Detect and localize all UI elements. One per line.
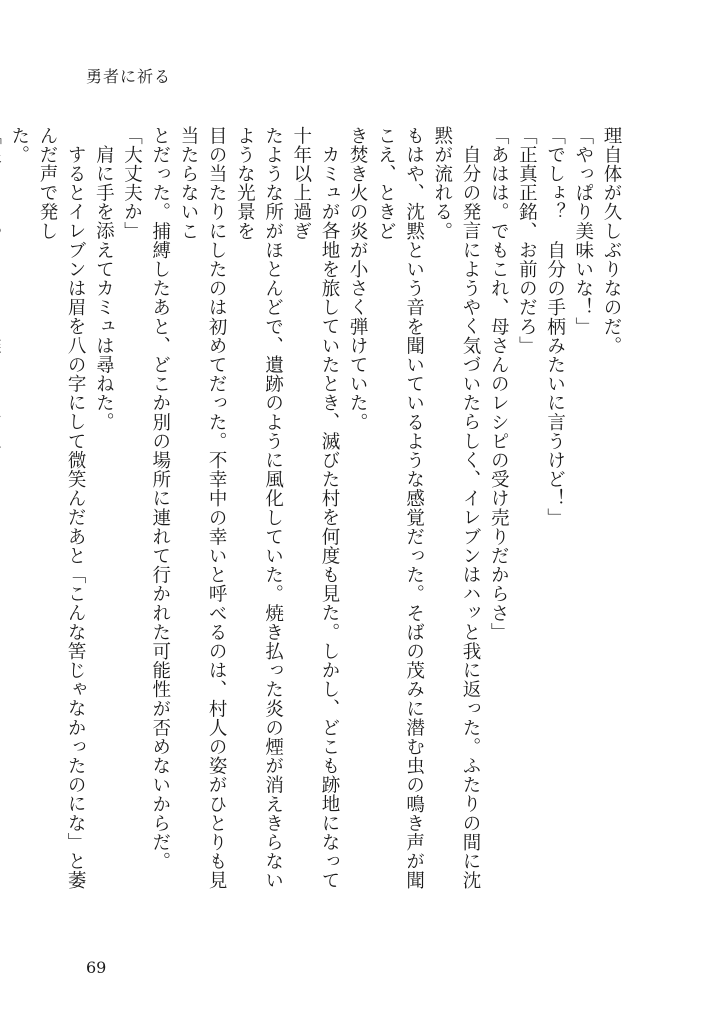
text-line: 「やっぱり美味いな！」 bbox=[572, 126, 594, 337]
text-line: 目の当たりにしたのは初めてだった。不幸中の幸いと呼べるのは、村人の姿がひとりも見当たらないこ bbox=[177, 126, 228, 890]
page-number: 69 bbox=[86, 958, 107, 977]
text-line: 「あはは。でもこれ、母さんのレシピの受け売りだからさ」 bbox=[488, 126, 510, 642]
text-line: 「正真正銘、お前のだろ」 bbox=[516, 126, 538, 356]
text-line: 自分の発言にようやく気づいたらしく、イレブンはハッと我に返った。ふたりの間に沈黙が流れる。 bbox=[431, 126, 481, 890]
text-line: 「でしょ？ 自分の手柄みたいに言うけど！」 bbox=[544, 126, 566, 528]
body-text bbox=[8, 126, 625, 906]
text-line: とだった。捕縛したあと、どこか別の場所に連れて行かれた可能性が否めないからだ。 bbox=[149, 126, 171, 871]
text-line: カミュが各地を旅していたとき、滅びた村を何度も見た。しかし、どこも跡地になって十年以上過ぎ bbox=[290, 126, 340, 890]
running-header: 勇者に祈る bbox=[86, 67, 172, 86]
text-line: たような所がほとんどで、遺跡のように風化していた。焼き払った炎の煙が消えきらないような光景を bbox=[234, 126, 284, 890]
text-line bbox=[0, 126, 5, 906]
text-line: 理自体が久しぶりなのだ。 bbox=[601, 126, 622, 356]
text-line: もはや、沈黙という音を聞いているような感覚だった。そばの茂みに潜む虫の鳴き声が聞こえ、ときど bbox=[375, 126, 425, 890]
text-line: た。 bbox=[8, 126, 30, 165]
text-line: 「大丈夫か」 bbox=[121, 126, 143, 241]
text-line: するとイレブンは眉を八の字にして微笑んだあと「こんな筈じゃなかったのにな」と萎んだ声で発し bbox=[36, 126, 87, 890]
text-line: き焚き火の炎が小さく弾けていた。 bbox=[347, 126, 369, 432]
text-line: 肩に手を添えてカミュは尋ねた。 bbox=[93, 144, 115, 431]
